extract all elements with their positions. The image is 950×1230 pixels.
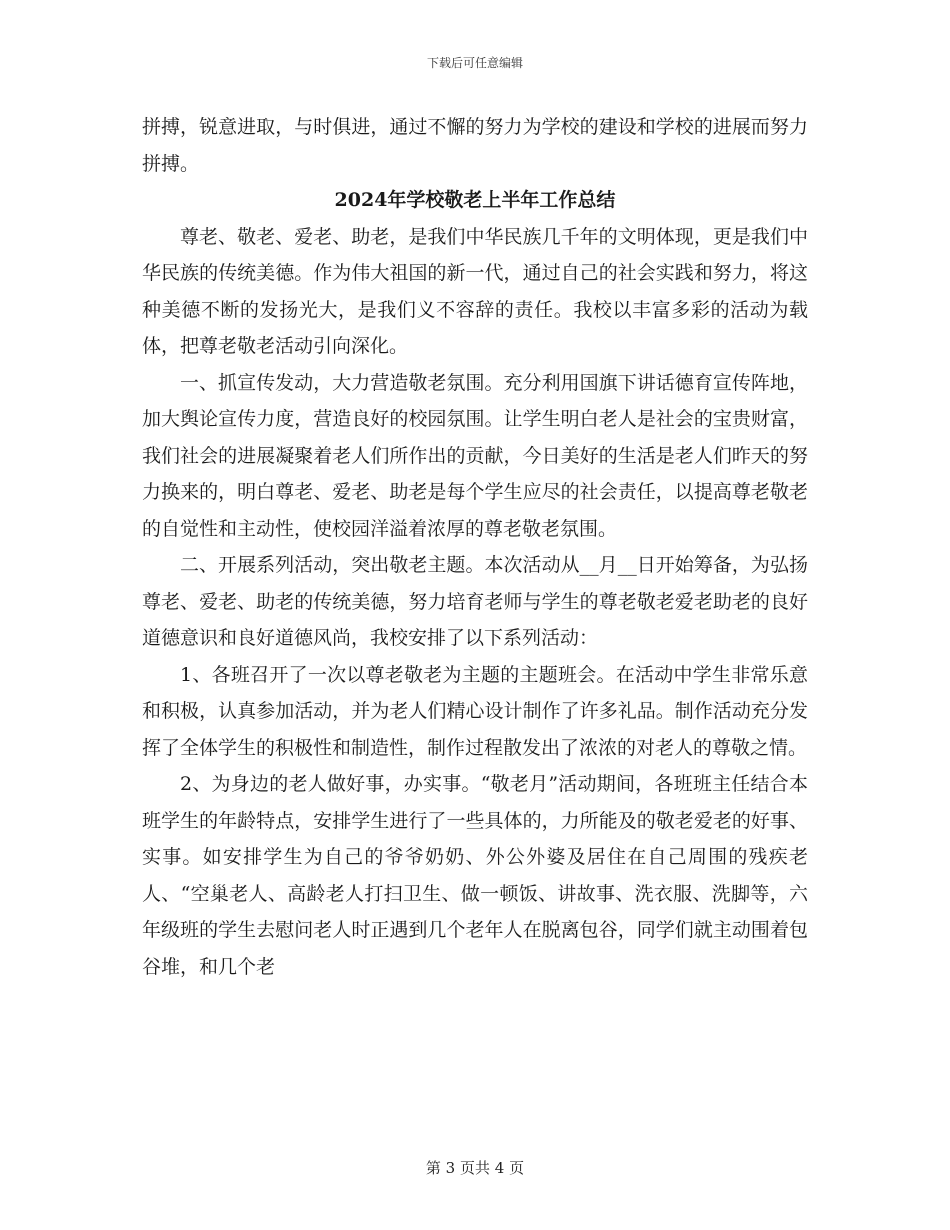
paragraph-section-2: 二、开展系列活动，突出敬老主题。本次活动从__月__日开始筹备，为弘扬尊老、爱老、助老的传统美德，努力培育老师与学生的尊老敬老爱老助老的良好道德意识和良好道德风尚，我校安排了以下系列活动： [142, 554, 808, 649]
page-header-note: 下载后可任意编辑 [426, 56, 523, 70]
paragraph-section-1: 一、抓宣传发动，大力营造敬老氛围。充分利用国旗下讲话德育宣传阵地，加大舆论宣传力度，营造良好的校园氛围。让学生明白老人是社会的宝贵财富，我们社会的进展凝聚着老人们所作出的贡献，今日美好的生活是老人们昨天的努力换来的，明白尊老、爱老、助老是每个学生应尽的社会责任，以提高尊老敬老的自觉性和主动性，使校园洋溢着浓厚的尊老敬老氛围。 [142, 371, 808, 540]
paragraph-intro: 尊老、敬老、爱老、助老，是我们中华民族几千年的文明体现，更是我们中华民族的传统美德。作为伟大祖国的新一代，通过自己的社会实践和努力，将这种美德不断的发扬光大，是我们义不容辞的责任。我校以丰富多彩的活动为载体，把尊老敬老活动引向深化。 [142, 225, 808, 357]
paragraph-item-1: 1、各班召开了一次以尊老敬老为主题的主题班会。在活动中学生非常乐意和积极，认真参加活动，并为老人们精心设计制作了许多礼品。制作活动充分发挥了全体学生的积极性和制造性，制作过程散发出了浓浓的对老人的尊敬之情。 [142, 663, 808, 759]
document-body [142, 109, 808, 985]
page-number: 第 3 页共 4 页 [425, 1159, 525, 1177]
continuation-paragraph: 拼搏，锐意进取，与时俱进，通过不懈的努力为学校的建设和学校的进展而努力拼搏。 [142, 116, 808, 175]
document-title: 2024年学校敬老上半年工作总结 [334, 189, 616, 211]
paragraph-item-2: 2、为身边的老人做好事，办实事。“敬老月”活动期间，各班班主任结合本班学生的年龄特点，安排学生进行了一些具体的，力所能及的敬老爱老的好事、实事。如安排学生为自己的爷爷奶奶、外公外婆及居住在自己周围的残疾老人、“空巢老人、高龄老人打扫卫生、做一顿饭、讲故事、洗衣服、洗脚等，六年级班的学生去慰问老人时正遇到几个老年人在脱离包谷，同学们就主动围着包谷堆，和几个老 [142, 773, 808, 978]
